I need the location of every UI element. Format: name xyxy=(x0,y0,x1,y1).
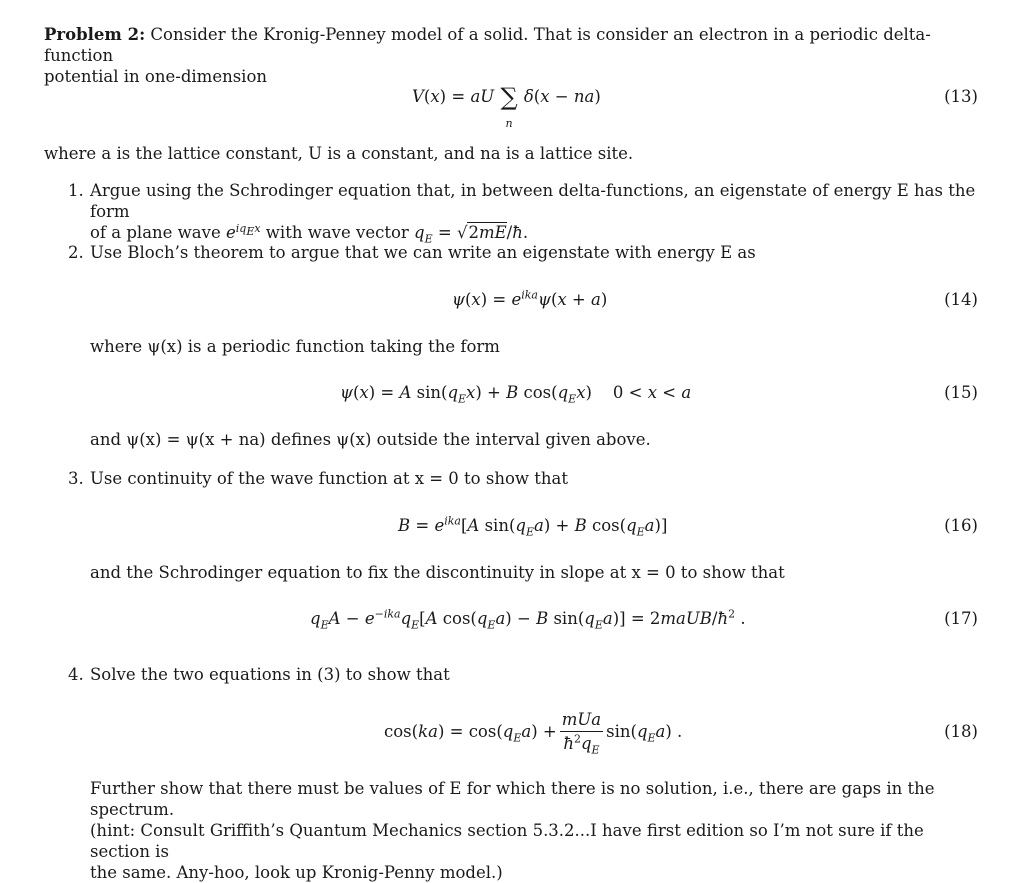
list-item-1-line-2: of a plane wave $e^{iq_Ex}$ with wave vector $q_E$ = √2mE/ħ. xyxy=(90,221,529,246)
equation-15 xyxy=(0,382,1024,422)
where-periodic-text: where ψ(x) is a periodic function taking the form xyxy=(90,337,500,356)
intro-line-1: Consider the Kronig-Penney model of a solid. That is consider an electron in a periodic delta-function xyxy=(44,25,931,65)
equation-14-tag: (14) xyxy=(944,290,978,309)
and-slope-text: and the Schrodinger equation to fix the discontinuity in slope at x = 0 to show that xyxy=(90,563,785,582)
list-item-4-text: Solve the two equations in (3) to show that xyxy=(90,665,450,684)
equation-16-body: $B = e^{ika}[A$ $\sin(q_Ea) + B$ $\cos(q_Ea)$] xyxy=(398,514,668,539)
equation-14-body: $\psi(x) = e^{ika}\psi(x + a)$ xyxy=(452,288,608,309)
equation-14 xyxy=(0,289,1024,329)
list-item-3-text: Use continuity of the wave function at x = 0 to show that xyxy=(90,469,568,488)
problem-intro xyxy=(44,24,984,87)
list-item-1-line-1: Argue using the Schrodinger equation that, in between delta-functions, an eigenstate of energy E has the form xyxy=(90,181,976,221)
equation-16-tag: (16) xyxy=(944,516,978,535)
problem-label: Problem 2: xyxy=(44,25,146,44)
equation-13-tag: (13) xyxy=(944,87,978,106)
intro-line-2: potential in one-dimension xyxy=(44,67,268,86)
equation-17-tag: (17) xyxy=(944,609,978,628)
list-item-1-number: 1. xyxy=(68,181,84,200)
equation-13 xyxy=(0,83,1024,130)
equation-18-body: $\cos(ka) = \cos(q_Ea)$ + $\frac{\text{mUa}}{ħ^2q_E}$ $\sin(q_Ea)$ . xyxy=(384,710,683,757)
equation-15-tag: (15) xyxy=(944,383,978,402)
further-line-1: Further show that there must be values of E for which there is no solution, i.e., there are gaps in the spectrum. xyxy=(90,779,935,819)
equation-17 xyxy=(0,608,1024,648)
further-text xyxy=(90,778,982,883)
equation-18-tag: (18) xyxy=(944,722,978,741)
equation-16 xyxy=(0,515,1024,555)
and-periodic-text: and ψ(x) = ψ(x + na) defines ψ(x) outside the interval given above. xyxy=(90,430,651,449)
further-line-2: (hint: Consult Griffith’s Quantum Mechanics section 5.3.2...I have first edition so I’m not sure if the section is xyxy=(90,821,924,861)
where-lattice-text: where a is the lattice constant, U is a constant, and na is a lattice site. xyxy=(44,144,634,163)
further-line-3: the same. Any-hoo, look up Kronig-Penny model.) xyxy=(90,863,503,882)
equation-18-fraction: $\frac{\text{mUa}}{ħ^2q_E}$ xyxy=(561,710,602,757)
equation-13-body: V(x) = aU ∑ n δ(x − na) xyxy=(412,83,601,130)
list-item-4-number: 4. xyxy=(68,665,84,684)
equation-17-body: $q_EA - e^{-ika}q_E[A$ $\cos(q_Ea) - B$ $\sin(q_Ea)$] = $2maUB/ħ^2$ . xyxy=(310,607,746,632)
list-item-2-number: 2. xyxy=(68,243,84,262)
equation-18 xyxy=(0,709,1024,759)
equation-15-body: ψ(x) = A $\sin(q_Ex) + B$ $\cos(q_Ex)$ 0 < x < a xyxy=(340,383,692,406)
list-item-2-text: Use Bloch’s theorem to argue that we can write an eigenstate with energy E as xyxy=(90,243,756,262)
list-item-3-number: 3. xyxy=(68,469,84,488)
